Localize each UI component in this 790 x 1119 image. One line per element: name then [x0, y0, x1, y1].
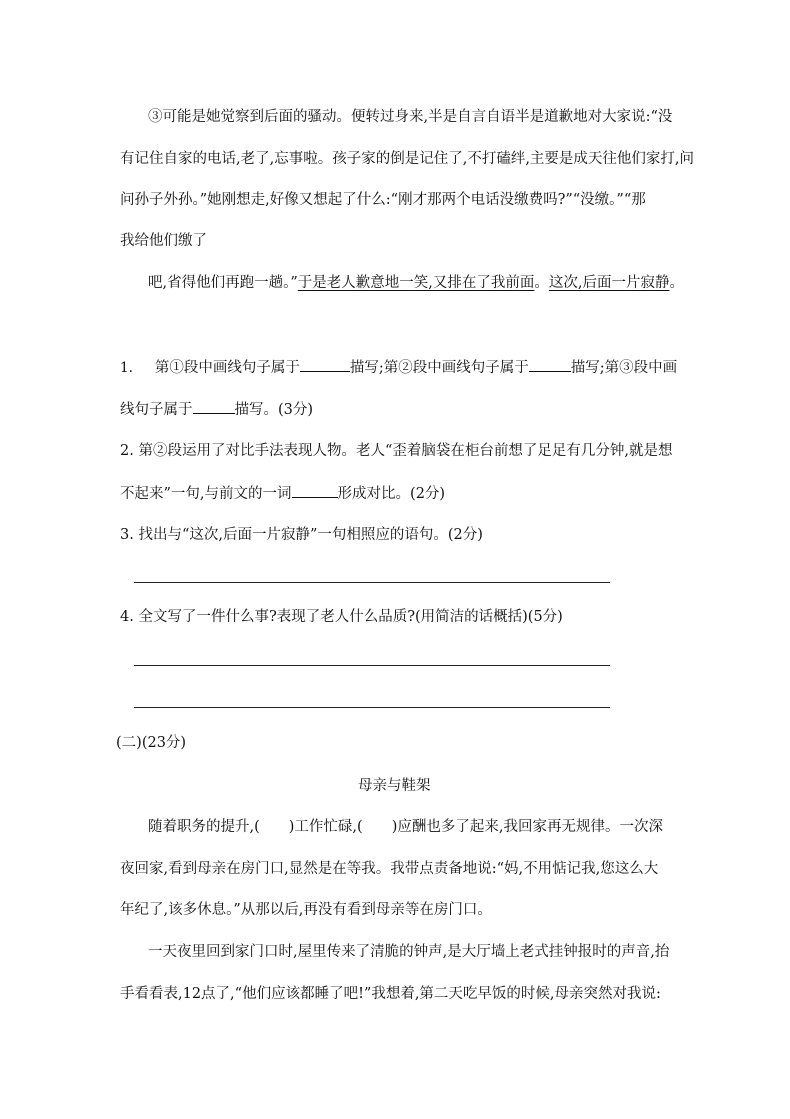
answer-blank[interactable]	[292, 483, 338, 498]
passage-text: 。	[669, 275, 684, 291]
answer-line[interactable]	[134, 582, 610, 583]
passage-line-4: 我给他们缴了	[120, 233, 207, 249]
passage-line-3: 问孙子外孙。”她刚想走,好像又想起了什么:“刚才那两个电话没缴费吗?”“没缴。”“那	[120, 192, 646, 208]
paragraph-line: 随着职务的提升,( )工作忙碌,( )应酬也多了起来,我回家再无规律。一次深	[148, 819, 663, 835]
answer-blank[interactable]	[193, 399, 235, 414]
paragraph-line: 夜回家,看到母亲在房门口,显然是在等我。我带点责备地说:“妈,不用惦记我,您这么大	[120, 861, 659, 877]
question-text: 描写。(3分)	[234, 402, 314, 418]
passage-text: 。	[534, 275, 549, 291]
question-1	[120, 357, 677, 378]
answer-blank[interactable]	[529, 357, 571, 372]
underlined-sentence-1: 于是老人歉意地一笑,又排在了我前面	[297, 275, 535, 291]
paragraph-line: 手看看表,12点了,“他们应该都睡了吧!”我想着,第二天吃早饭的时候,母亲突然对我说:	[120, 986, 661, 1002]
question-3: 3. 找出与“这次,后面一片寂静”一句相照应的语句。(2分)	[120, 527, 483, 543]
passage-line-2: 有记住自家的电话,老了,忘事啦。孩子家的倒是记住了,不打磕绊,主要是成天往他们家打,问	[120, 151, 695, 167]
question-2-cont	[120, 483, 445, 504]
question-1-cont	[120, 399, 313, 420]
question-number: 1.	[120, 360, 133, 376]
passage-line-1: ③可能是她觉察到后面的骚动。便转过身来,半是自言自语半是道歉地对大家说:“没	[148, 109, 673, 125]
question-text: 第①段中画线句子属于	[154, 360, 300, 376]
answer-line[interactable]	[134, 665, 610, 666]
answer-blank[interactable]	[300, 357, 350, 372]
paragraph-line: 一天夜里回到家门口时,屋里传来了清脆的钟声,是大厅墙上老式挂钟报时的声音,抬	[148, 944, 670, 960]
question-text: 线句子属于	[120, 402, 193, 418]
article-title: 母亲与鞋架	[358, 778, 431, 794]
question-text: 描写;第③段中画	[570, 360, 678, 376]
question-2: 2. 第②段运用了对比手法表现人物。老人“歪着脑袋在柜台前想了足足有几分钟,就是想	[120, 443, 673, 459]
question-text: 不起来”一句,与前文的一词	[120, 486, 292, 502]
passage-line-5	[148, 273, 684, 293]
question-text: 描写;第②段中画线句子属于	[349, 360, 529, 376]
section-header: (二)(23分)	[116, 735, 187, 751]
underlined-sentence-2: 这次,后面一片寂静	[548, 275, 670, 291]
question-text: 形成对比。(2分)	[337, 486, 446, 502]
passage-text: 吧,省得他们再跑一趟。”	[148, 275, 298, 291]
answer-line[interactable]	[134, 707, 610, 708]
paragraph-line: 年纪了,该多休息。”从那以后,再没有看到母亲等在房门口。	[120, 902, 492, 918]
question-4: 4. 全文写了一件什么事?表现了老人什么品质?(用简洁的话概括)(5分)	[120, 609, 563, 625]
